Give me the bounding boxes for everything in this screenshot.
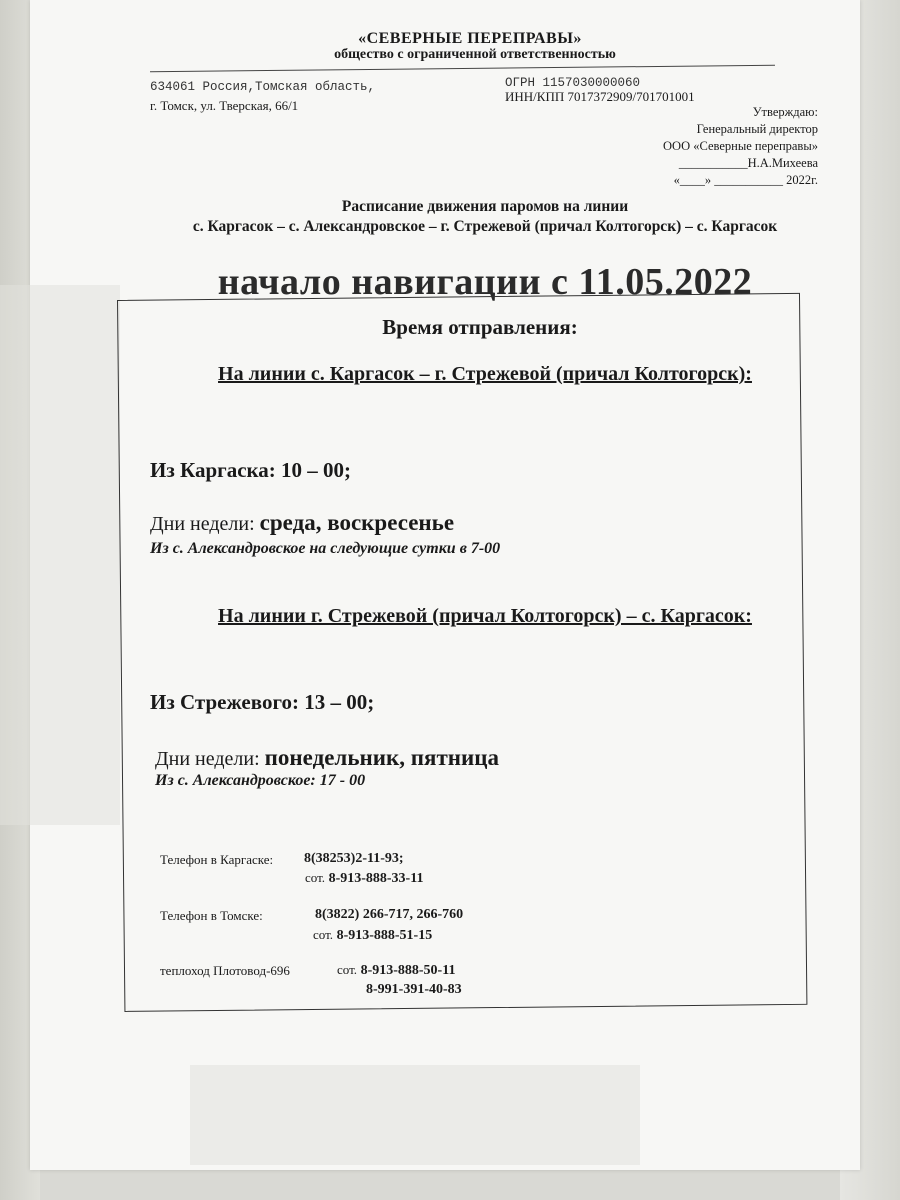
route-title: с. Каргасок – с. Александровское – г. Стрежевой (причал Колтогорск) – с. Каргасок — [192, 218, 778, 235]
company-form: общество с ограниченной ответственностью — [334, 47, 616, 62]
approval-line: «____» ___________ 2022г. — [673, 173, 818, 187]
ship-mobile-1 — [337, 962, 455, 979]
approval-line: ___________Н.А.Михеева — [678, 156, 818, 170]
days-label: Дни недели: — [150, 513, 255, 535]
kargasok-mobile — [305, 870, 423, 887]
route1-days — [150, 510, 454, 536]
mobile-number: 8-913-888-51-15 — [336, 928, 433, 943]
schedule-frame — [117, 293, 807, 1012]
route2-heading: На линии г. Стрежевой (причал Колтогорск) – с. Каргасок: — [218, 605, 752, 627]
mobile-prefix: сот. — [305, 870, 326, 885]
tape-strip — [190, 1065, 640, 1165]
address-line-1: 634061 Россия,Томская область, — [150, 80, 376, 94]
route2-days — [155, 745, 499, 771]
kargasok-phone: 8(38253)2-11-93; — [304, 851, 404, 866]
navigation-start: начало навигации с 11.05.2022 — [217, 261, 753, 303]
approval-block — [560, 104, 818, 189]
mobile-number: 8-913-888-50-11 — [360, 963, 456, 978]
departure-heading: Время отправления: — [382, 315, 578, 339]
ship-mobile-2: 8-991-391-40-83 — [366, 982, 462, 997]
days-value: среда, воскресенье — [259, 510, 455, 535]
mobile-prefix: сот. — [337, 962, 358, 977]
mobile-number: 8-913-888-33-11 — [328, 871, 424, 886]
days-label: Дни недели: — [155, 748, 260, 770]
route2-note: Из с. Александровское: 17 - 00 — [155, 772, 366, 789]
tomsk-mobile — [313, 927, 432, 944]
route1-heading: На линии с. Каргасок – г. Стрежевой (причал Колтогорск): — [218, 363, 752, 385]
approval-line: Генеральный директор — [696, 122, 818, 136]
ship-phone-label: теплоход Плотовод-696 — [160, 963, 290, 978]
tape-strip — [0, 285, 120, 825]
kargasok-phone-label: Телефон в Каргаске: — [160, 852, 274, 867]
tomsk-phone: 8(3822) 266-717, 266-760 — [315, 907, 464, 922]
approval-line: Утверждаю: — [752, 105, 818, 119]
route1-departure-time: Из Каргаска: 10 – 00; — [150, 458, 352, 482]
mobile-prefix: сот. — [313, 927, 334, 942]
schedule-title: Расписание движения паромов на линии — [341, 198, 629, 215]
tomsk-phone-label: Телефон в Томске: — [160, 908, 263, 923]
route2-departure-time: Из Стрежевого: 13 – 00; — [150, 690, 375, 714]
ogrn: ОГРН 1157030000060 — [505, 76, 641, 90]
company-name: «СЕВЕРНЫЕ ПЕРЕПРАВЫ» — [358, 30, 582, 47]
approval-line: ООО «Северные переправы» — [663, 139, 818, 153]
inn-kpp: ИНН/КПП 7017372909/701701001 — [505, 89, 695, 104]
days-value: понедельник, пятница — [264, 745, 499, 770]
address-line-2: г. Томск, ул. Тверская, 66/1 — [150, 98, 299, 113]
route1-note: Из с. Александровское на следующие сутки в 7-00 — [150, 540, 501, 557]
